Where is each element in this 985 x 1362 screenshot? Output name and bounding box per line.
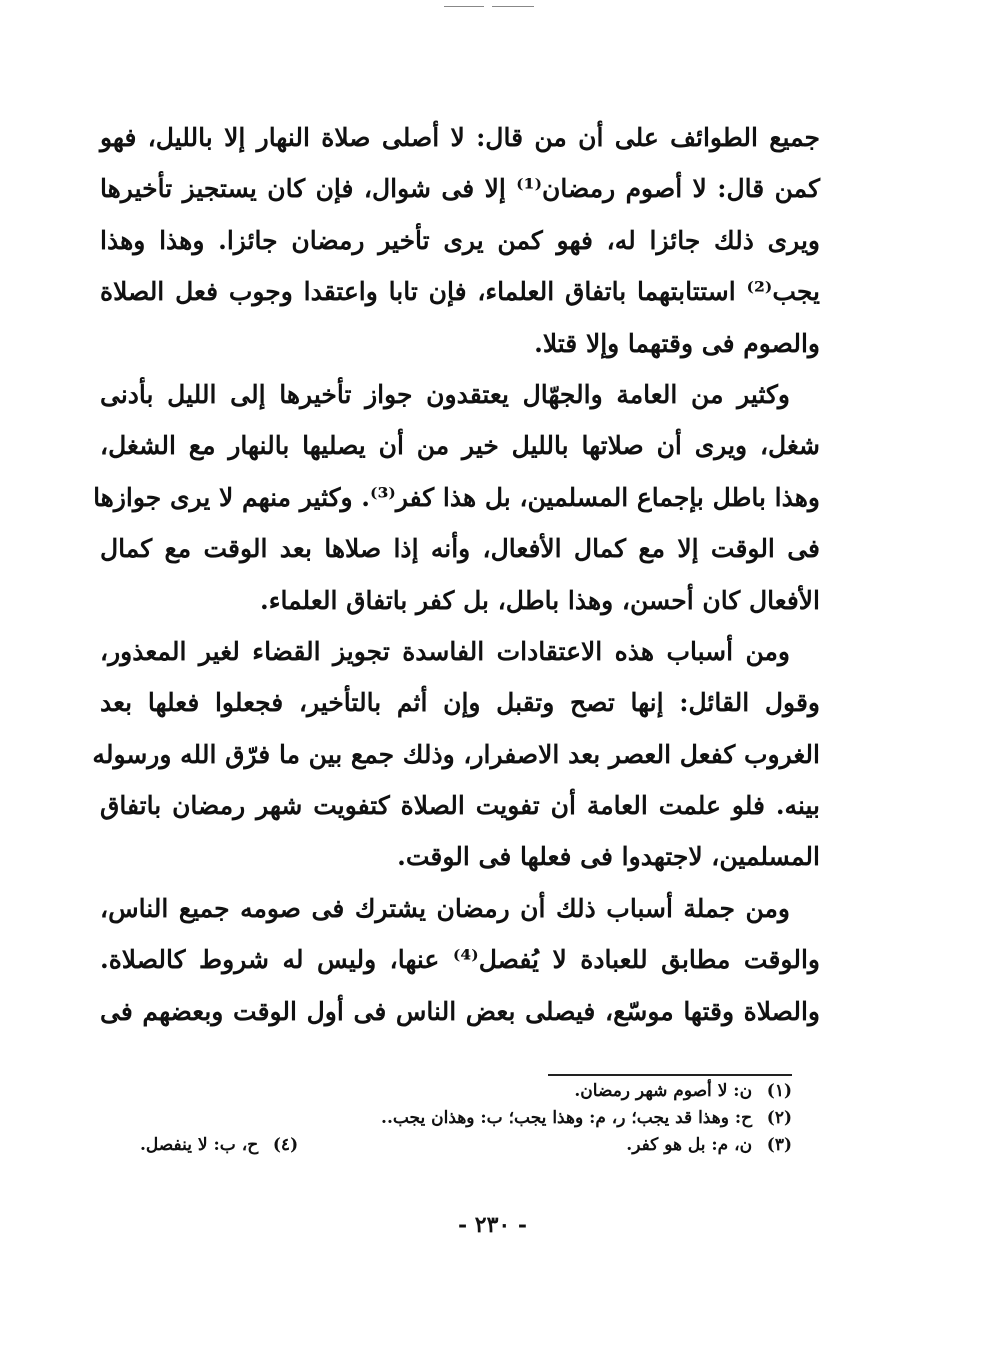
paragraph: [92, 626, 820, 883]
footnote-3: [140, 1132, 792, 1159]
text-line: ومن جملة أسباب ذلك أن رمضان يشترك فى صومه جميع الناس،: [100, 893, 790, 923]
text-line: بينه. فلو علمت العامة أن تفويت الصلاة كتفويت شهر رمضان باتفاق: [100, 791, 820, 821]
footnote-2: [140, 1105, 792, 1132]
footnote-number: (٢): [766, 1108, 792, 1128]
footnote-text: ن: لا أصوم شهر رمضان.: [574, 1081, 753, 1101]
page-number: - ٢٣٠ -: [457, 1212, 528, 1238]
text-line: المسلمين، لاجتهدوا فى فعلها فى الوقت.: [397, 842, 820, 872]
footnote-text: ح: وهذا قد يجب؛ ر، م: وهذا يجب؛ ب: وهذان يجب..: [381, 1108, 753, 1128]
text-line: وكثير من العامة والجهّال يعتقدون جواز تأخيرها إلى الليل بأدنى: [100, 379, 790, 409]
text-line: جميع الطوائف على أن من قال: لا أصلى صلاة النهار إلا بالليل، فهو: [100, 123, 820, 152]
text-line: الأفعال كان أحسن، وهذا باطل، بل كفر باتفاق العلماء.: [260, 585, 820, 615]
text-line: الغروب كفعل العصر بعد الاصفرار، وذلك جمع بين ما فرّق الله ورسوله: [92, 739, 820, 769]
footnote-text: ح، ب: لا ينفصل.: [140, 1135, 259, 1155]
paragraph: [93, 369, 820, 626]
footnote-separator: [548, 1074, 792, 1076]
text-line: والوقت مطابق للعبادة لا يُفصل⁽⁴⁾ عنها، وليس له شروط كالصلاة.: [100, 945, 820, 975]
text-line: وقول القائل: إنها تصح وتقبل وإن أثم بالتأخير، فجعلوا فعلها بعد: [100, 688, 820, 718]
text-line: شغل، ويرى أن صلاتها بالليل خير من أن يصليها بالنهار مع الشغل،: [100, 431, 820, 461]
body-text: [92, 112, 820, 1037]
footnote-text: ن، م: بل هو كفر.: [626, 1135, 753, 1155]
text-line: والصلاة وقتها موسّع، فيصلى بعض الناس فى أول الوقت وبعضهم فى: [100, 996, 820, 1026]
footnotes: [140, 1078, 792, 1159]
footnote-number: (٣): [766, 1135, 792, 1155]
text-line: وهذا باطل بإجماع المسلمين، بل هذا كفر⁽³⁾. وكثير منهم لا يرى جوازها: [93, 482, 820, 512]
text-line: والصوم فى وقتهما وإلا قتلا.: [534, 328, 820, 358]
text-line: يجب⁽²⁾ استتابتهما باتفاق العلماء، فإن تابا واعتقدا وجوب فعل الصلاة: [100, 277, 820, 307]
text-line: فى الوقت إلا مع كمال الأفعال، وأنه إذا صلاها بعد الوقت مع كمال: [100, 534, 820, 564]
footnote-number: (٤): [272, 1135, 299, 1155]
paragraph: [100, 883, 820, 1037]
text-line: كمن قال: لا أصوم رمضان⁽¹⁾ إلا فى شوال، فإن كان يستجيز تأخيرها: [100, 174, 820, 204]
top-rule: [492, 6, 534, 7]
footnote-4: [140, 1132, 298, 1159]
footnote-number: (١): [766, 1081, 792, 1101]
text-line: ومن أسباب هذه الاعتقادات الفاسدة تجويز القضاء لغير المعذور،: [100, 636, 790, 666]
text-line: ويرى ذلك جائزا له، فهو كمن يرى تأخير رمضان جائزا. وهذا وهذا: [100, 225, 820, 255]
footnote-1: [140, 1078, 792, 1105]
paragraph: [100, 112, 820, 369]
top-rule: [444, 6, 484, 7]
